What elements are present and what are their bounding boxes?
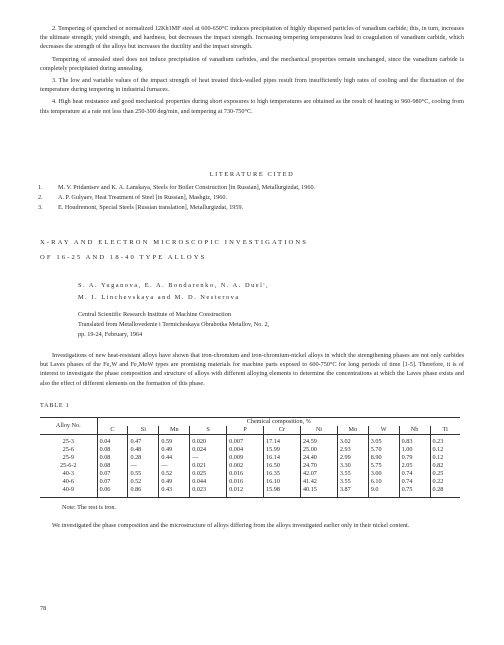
- table-subheader-row: [40, 426, 460, 435]
- composition-cell: 0.52: [159, 470, 190, 478]
- intro-block: [40, 351, 464, 388]
- composition-cell: 0.12: [430, 454, 460, 462]
- composition-cell: 0.06: [97, 486, 128, 498]
- composition-cell: 0.75: [399, 486, 430, 498]
- composition-cell: 0.23: [430, 435, 460, 447]
- composition-cell: 17.14: [264, 435, 301, 447]
- composition-cell: 0.07: [97, 470, 128, 478]
- literature-item: [38, 193, 458, 202]
- element-header: Nb: [399, 426, 430, 435]
- composition-cell: 16.50: [264, 462, 301, 470]
- composition-cell: 0.021: [190, 462, 227, 470]
- alloy-number: 40-9: [40, 486, 97, 498]
- composition-cell: —: [159, 462, 190, 470]
- translation-source: Translated from Metallovedenie i Termicheskaya Obrabotka Metallov, No. 2,: [78, 321, 270, 328]
- composition-cell: —: [128, 462, 159, 470]
- table-body: [40, 435, 460, 498]
- literature-text: A. P. Gulyaev, Heat Treatment of Steel [in Russian], Mashgiz, 1960.: [58, 194, 228, 201]
- intro-paragraph: Investigations of new heat-resistant alloys have shown that iron-chromium and iron-chromium-nickel alloys in which the strengthening phases are not only carbides but Laves phases of the Fe₂W and Fe₂MoW types are promising materials for machine parts exposed to 600-750°C for long periods of time [1-5]. Therefore, it is of interest to investigate the phase composition and structure of alloys with different alloying elements to determine the concentrations at which the Laves phase exists and also the effect of different elements on the formation of this phase.: [40, 352, 464, 387]
- composition-cell: 2.93: [337, 446, 368, 454]
- element-header: Mn: [159, 426, 190, 435]
- table-row: [40, 435, 460, 447]
- alloy-number: 40-3: [62, 470, 74, 477]
- composition-cell: 3.05: [368, 435, 399, 447]
- literature-item: [38, 203, 458, 212]
- composition-cell: 0.79: [399, 454, 430, 462]
- table-label: TABLE 1: [40, 402, 70, 409]
- table-header-row: [40, 418, 460, 427]
- literature-text: M. V. Pridantsev and K. A. Lanskaya, Steels for Boiler Construction [in Russian], Metallurgizdat, 1960.: [58, 184, 316, 191]
- alloy-number: 40-6: [62, 478, 74, 485]
- conclusion-paragraph: 3. The low and variable values of the impact strength of heat treated thick-walled pipes result from insufficiently high rates of cooling and the fluctuation of the temperature during tempering in industrial furnaces.: [40, 77, 464, 94]
- composition-cell: 25.00: [300, 446, 337, 454]
- composition-cell: 40.15: [300, 486, 337, 498]
- composition-cell: 0.49: [159, 478, 190, 486]
- element-header: Ti: [430, 426, 460, 435]
- composition-cell: 0.04: [97, 435, 128, 447]
- translation-pages: pp. 19-24, February, 1964: [78, 331, 143, 338]
- composition-cell: 0.012: [227, 486, 264, 498]
- composition-cell: 0.28: [430, 486, 460, 498]
- composition-cell: 0.08: [97, 454, 128, 462]
- composition-cell: 0.48: [128, 446, 159, 454]
- composition-cell: 0.024: [190, 446, 227, 454]
- literature-number: 2.: [38, 194, 43, 201]
- composition-cell: 0.86: [128, 486, 159, 498]
- composition-cell: 0.47: [128, 435, 159, 447]
- composition-cell: 0.82: [430, 462, 460, 470]
- article-title-line-2: OF 16-25 AND 18-40 TYPE ALLOYS: [40, 254, 207, 261]
- institution: Central Scientific Research Institute of Machine Construction: [78, 311, 231, 318]
- table-row: [40, 446, 460, 454]
- composition-cell: 3.00: [368, 470, 399, 478]
- composition-cell: 0.52: [128, 478, 159, 486]
- literature-text: E. Houdremont, Special Steels [Russian translation], Metallurgizdat, 1959.: [58, 204, 244, 211]
- element-header: S: [190, 426, 227, 435]
- composition-cell: 24.40: [300, 454, 337, 462]
- element-header: Mo: [337, 426, 368, 435]
- authors-line-1: S. A. Yuganova, E. A. Bondarenko, N. A. Duel',: [78, 282, 270, 289]
- conclusion-paragraph: Tempering of annealed steel does not induce precipitation of vanadium carbides, and the mechanical properties remain unchanged, since the vanadium carbide is completely precipitated during annealing.: [40, 55, 464, 72]
- composition-cell: 15.99: [264, 446, 301, 454]
- composition-cell: 0.044: [190, 478, 227, 486]
- composition-table: [40, 417, 460, 498]
- composition-cell: 0.023: [190, 486, 227, 498]
- conclusions-block: [40, 24, 464, 116]
- composition-cell: 0.007: [227, 435, 264, 447]
- composition-cell: 0.016: [227, 478, 264, 486]
- literature-title: LITERATURE CITED: [209, 171, 295, 178]
- element-header: P: [227, 426, 264, 435]
- literature-number: 3.: [38, 204, 43, 211]
- composition-cell: 0.83: [399, 435, 430, 447]
- composition-cell: 0.002: [227, 462, 264, 470]
- composition-cell: 15.98: [264, 486, 301, 498]
- closing-paragraph: We investigated the phase composition and the microstructure of alloys differing from the alloys investigated earlier only in their nickel content.: [52, 522, 410, 529]
- composition-cell: 2.99: [337, 454, 368, 462]
- composition-cell: 16.10: [264, 478, 301, 486]
- element-header: W: [368, 426, 399, 435]
- conclusion-paragraph: 2. Tempering of quenched or normalized 12Kh1MF steel at 600-650°C induces precipitation of highly dispersed particles of vanadium carbide; this, in turn, increases the ultimate strength, yield strength, and hardness, but decreases the impact strength. Increasing tempering temperatures lead to coagulation of vanadium carbide, which decreases the strength of the alloys but increases the ductility and the impact strength.: [40, 25, 464, 51]
- composition-cell: 0.025: [190, 470, 227, 478]
- composition-cell: 0.07: [97, 478, 128, 486]
- table-row: [40, 486, 460, 498]
- table-note: Note: The rest is iron.: [62, 504, 117, 511]
- composition-cell: 0.74: [399, 470, 430, 478]
- table-row: [40, 454, 460, 462]
- element-header: Ni: [300, 426, 337, 435]
- composition-cell: 0.59: [159, 435, 190, 447]
- composition-cell: 5.75: [368, 462, 399, 470]
- composition-cell: 1.00: [399, 446, 430, 454]
- composition-group-header: Chemical composition, %: [97, 418, 460, 427]
- table-row: [40, 462, 460, 470]
- composition-cell: 24.59: [300, 435, 337, 447]
- table-row: [40, 478, 460, 486]
- closing-block: [40, 521, 464, 530]
- alloy-column-header: Alloy No.: [40, 418, 97, 435]
- composition-cell: 0.004: [227, 446, 264, 454]
- composition-cell: 5.70: [368, 446, 399, 454]
- composition-cell: 8.90: [368, 454, 399, 462]
- alloy-number: 25-9: [62, 454, 74, 461]
- literature-item: [38, 183, 458, 192]
- composition-cell: 0.74: [399, 478, 430, 486]
- composition-cell: 0.55: [128, 470, 159, 478]
- composition-cell: —: [190, 454, 227, 462]
- composition-cell: 41.42: [300, 478, 337, 486]
- alloy-number: 25-3: [62, 438, 74, 445]
- composition-cell: 3.55: [337, 470, 368, 478]
- composition-cell: 3.02: [337, 435, 368, 447]
- element-header: C: [97, 426, 128, 435]
- composition-cell: 0.44: [159, 454, 190, 462]
- composition-cell: 3.87: [337, 486, 368, 498]
- composition-cell: 0.43: [159, 486, 190, 498]
- composition-cell: 24.70: [300, 462, 337, 470]
- composition-cell: 0.22: [430, 478, 460, 486]
- composition-cell: 0.009: [227, 454, 264, 462]
- conclusion-paragraph: 4. High heat resistance and good mechanical properties during short exposures to high temperatures are obtained as the result of heating to 960-980°C, cooling from this temperature at a rate not less than 250-300 deg/min, and tempering at 730-750°C.: [40, 98, 464, 115]
- composition-cell: 0.020: [190, 435, 227, 447]
- composition-cell: 42.07: [300, 470, 337, 478]
- authors-line-2: M. I. Linchevskaya and M. D. Nesterova: [78, 294, 240, 301]
- composition-cell: 16.14: [264, 454, 301, 462]
- composition-cell: 6.10: [368, 478, 399, 486]
- article-title-line-1: X-RAY AND ELECTRON MICROSCOPIC INVESTIGATIONS: [40, 239, 309, 246]
- composition-cell: 2.05: [399, 462, 430, 470]
- composition-cell: 0.25: [430, 470, 460, 478]
- composition-cell: 0.49: [159, 446, 190, 454]
- composition-cell: 3.55: [337, 478, 368, 486]
- literature-number: 1.: [38, 184, 43, 191]
- composition-cell: 0.12: [430, 446, 460, 454]
- composition-cell: 16.35: [264, 470, 301, 478]
- composition-cell: 9.0: [368, 486, 399, 498]
- composition-cell: 3.30: [337, 462, 368, 470]
- page-number: 78: [40, 605, 47, 612]
- composition-cell: 0.28: [128, 454, 159, 462]
- composition-cell: 0.08: [97, 462, 128, 470]
- element-header: Cr: [264, 426, 301, 435]
- composition-cell: 0.016: [227, 470, 264, 478]
- composition-cell: 0.08: [97, 446, 128, 454]
- alloy-number: 25-6: [62, 446, 74, 453]
- element-header: Si: [128, 426, 159, 435]
- alloy-number: 25-6-2: [60, 462, 77, 469]
- table-row: [40, 470, 460, 478]
